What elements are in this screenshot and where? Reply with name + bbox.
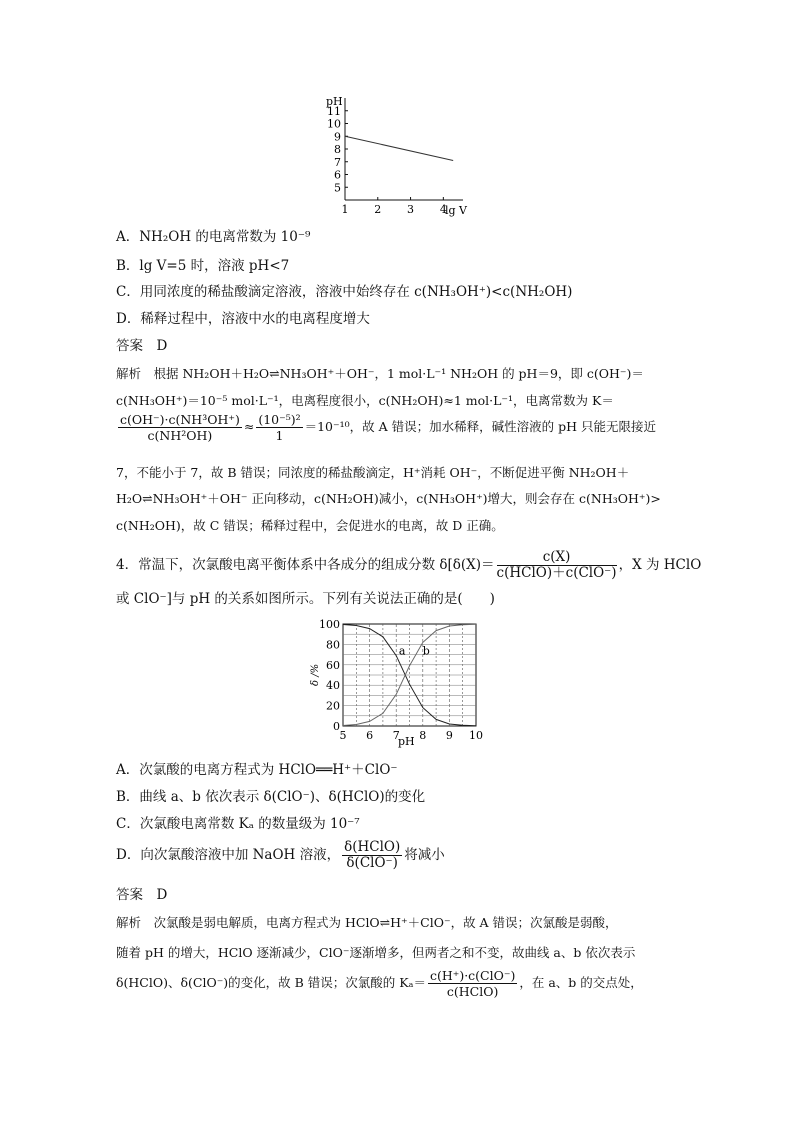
q4-stem-frac-den: c(HClO)＋c(ClO⁻)	[496, 565, 617, 581]
chart2-ytick-label: 20	[326, 699, 340, 713]
chart2-xtick-label: 10	[469, 729, 483, 742]
chart2-label-a: a	[398, 644, 406, 658]
q3-analysis-3	[116, 412, 656, 443]
q4-analysis-3-pre: δ(HClO)、δ(ClO⁻)的变化，故 B 错误；次氯酸的 Kₐ＝	[116, 975, 426, 990]
q3-analysis-1: 解析 根据 NH₂OH＋H₂O⇌NH₃OH⁺＋OH⁻，1 mol·L⁻¹ NH₂OH 的 pH＝9，即 c(OH⁻)＝	[116, 366, 644, 381]
q4-ka-frac-num: c(H⁺)·c(ClO⁻)	[429, 968, 516, 983]
chart1-xtick-label: 3	[407, 203, 415, 216]
q3-option-a: A．NH₂OH 的电离常数为 10⁻⁹	[116, 229, 311, 245]
q4-stem-1-pre: 4．常温下，次氯酸电离平衡体系中各成分的组成分数 δ[δ(X)＝	[116, 557, 495, 573]
chart2-xtick-label: 7	[392, 729, 400, 742]
q4-option-c: C．次氯酸电离常数 Kₐ 的数量级为 10⁻⁷	[116, 816, 360, 832]
q4-ka-frac-den: c(HClO)	[446, 984, 499, 999]
chart1-ylabel: pH	[326, 95, 343, 108]
chart2-xtick-label: 8	[419, 729, 427, 742]
chart2-ytick-label: 100	[319, 618, 340, 631]
chart1-ytick-label: 10	[327, 117, 341, 131]
chart1-ytick-label: 7	[334, 155, 341, 169]
q4-option-d-post: 将减小	[404, 847, 445, 863]
q4-stem-1-post: ，X 为 HClO	[618, 557, 702, 573]
q4-option-d-pre: D．向次氯酸溶液中加 NaOH 溶液，	[116, 847, 341, 863]
chart1-ytick-label: 11	[327, 104, 341, 118]
q4-stem-frac-num: c(X)	[497, 550, 617, 566]
chart-delta-vs-ph	[300, 614, 490, 750]
q4-analysis-3	[116, 968, 643, 999]
q3-option-c: C．用同浓度的稀盐酸滴定溶液，溶液中始终存在 c(NH₃OH⁺)<c(NH₂OH)	[116, 284, 573, 300]
q3-frac2-den: 1	[275, 428, 284, 443]
chart2-xlabel: pH	[398, 735, 415, 748]
chart1-xtick-label: 4	[439, 203, 447, 216]
q3-analysis-5: H₂O⇌NH₃OH⁺＋OH⁻ 正向移动，c(NH₂OH)减小，c(NH₃OH⁺)增大，则会存在 c(NH₃OH⁺)>	[116, 491, 661, 506]
q3-analysis-2: c(NH₃OH⁺)＝10⁻⁵ mol·L⁻¹，电离程度很小，c(NH₂OH)≈1 mol·L⁻¹，电离常数为 K＝	[116, 393, 614, 408]
q3-frac-num: c(OH⁻)·c(NH³OH⁺)	[120, 412, 240, 427]
chart2-xtick-label: 9	[445, 729, 453, 742]
chart2-ytick-label: 80	[326, 638, 340, 652]
q4-option-a: A．次氯酸的电离方程式为 HClO══H⁺＋ClO⁻	[116, 762, 398, 778]
q3-analysis-6: c(NH₂OH)，故 C 错误；稀释过程中，会促进水的电离，故 D 正确。	[116, 518, 504, 533]
chart2-ytick-label: 40	[326, 679, 340, 693]
chart2-ylabel: δ /%	[310, 663, 321, 686]
q3-frac-den: c(NH²OH)	[147, 428, 213, 443]
q3-approx: ≈	[243, 419, 255, 434]
chart1-ytick-label: 6	[334, 168, 341, 182]
q4-stem-2: 或 ClO⁻]与 pH 的关系如图所示。下列有关说法正确的是( )	[116, 591, 495, 607]
chart2-ytick-label: 0	[333, 720, 340, 733]
q4-d-frac-den: δ(ClO⁻)	[346, 855, 398, 871]
chart1-xtick-label: 2	[374, 203, 382, 216]
q3-option-d: D．稀释过程中，溶液中水的电离程度增大	[116, 311, 370, 327]
q3-option-b: B．lg V=5 时，溶液 pH<7	[116, 258, 290, 274]
chart1-xlabel: lg V	[445, 204, 467, 217]
chart2-xtick-label: 6	[366, 729, 374, 742]
q4-analysis-3-post: ，在 a、b 的交点处，	[519, 975, 643, 990]
chart1-series-line	[345, 136, 453, 160]
q4-option-b: B．曲线 a、b 依次表示 δ(ClO⁻)、δ(HClO)的变化	[116, 789, 426, 805]
q4-answer: 答案 D	[116, 887, 168, 903]
q3-answer: 答案 D	[116, 338, 168, 354]
q4-d-frac-num: δ(HClO)	[344, 839, 401, 855]
chart1-xtick-label: 1	[341, 203, 349, 216]
chart-ph-vs-lgv	[318, 90, 478, 220]
chart1-ytick-label: 8	[334, 143, 341, 156]
chart2-ytick-label: 60	[326, 658, 340, 672]
q4-analysis-1: 解析 次氯酸是弱电解质，电离方程式为 HClO⇌H⁺＋ClO⁻，故 A 错误；次氯酸是弱酸，	[116, 915, 618, 930]
q3-analysis-3-rest: ＝10⁻¹⁰，故 A 错误；加水稀释，碱性溶液的 pH 只能无限接近	[304, 419, 656, 434]
q4-stem-1	[116, 550, 701, 581]
q4-option-d	[116, 840, 445, 871]
chart1-ytick-label: 5	[334, 181, 341, 195]
q3-frac2-num: (10⁻⁵)²	[258, 412, 301, 427]
q3-analysis-4: 7，不能小于 7，故 B 错误；同浓度的稀盐酸滴定，H⁺消耗 OH⁻，不断促进平衡 NH₂OH＋	[116, 465, 630, 480]
q4-analysis-2: 随着 pH 的增大，HClO 逐渐减少，ClO⁻逐渐增多，但两者之和不变，故曲线 a、b 依次表示	[116, 945, 636, 960]
chart2-xtick-label: 5	[339, 729, 347, 742]
chart1-ytick-label: 9	[334, 130, 341, 144]
chart2-label-b: b	[422, 644, 430, 658]
